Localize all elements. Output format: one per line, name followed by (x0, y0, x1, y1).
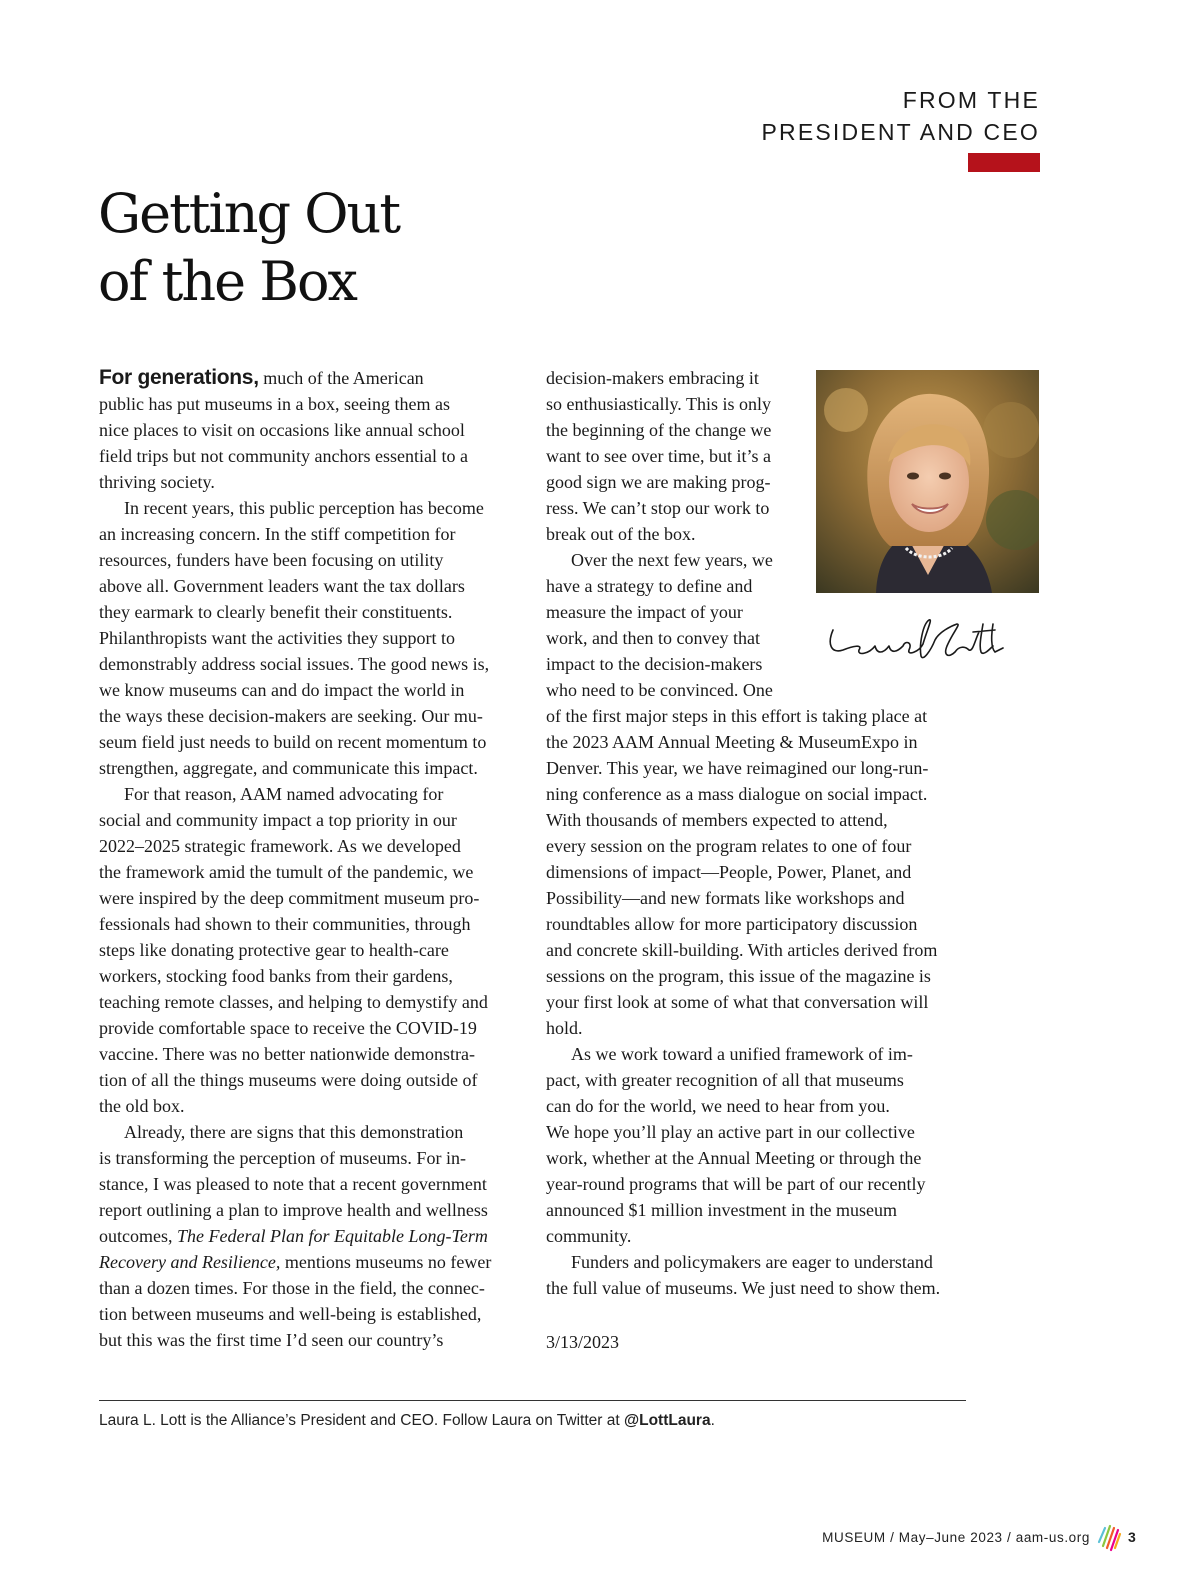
text-line: break out of the box. (546, 524, 696, 544)
text-line: strengthen, aggregate, and communicate this impact. (99, 758, 478, 778)
kicker-line-1: FROM THE (902, 87, 1040, 113)
text-line: but this was the first time I’d seen our country’s (99, 1330, 444, 1350)
text-line: the full value of museums. We just need to show them. (546, 1278, 941, 1298)
text-line: We hope you’ll play an active part in our collective (546, 1122, 915, 1142)
text-line: work, and then to convey that (546, 628, 760, 648)
text-line: good sign we are making prog- (546, 472, 771, 492)
text-line: have a strategy to define and (546, 576, 753, 596)
text-line: your first look at some of what that conversation will (546, 992, 929, 1012)
text-line: ress. We can’t stop our work to (546, 498, 770, 518)
text-line: With thousands of members expected to attend, (546, 810, 888, 830)
text-line: were inspired by the deep commitment museum pro- (99, 888, 480, 908)
text-line: the beginning of the change we (546, 420, 772, 440)
letter-date: 3/13/2023 (546, 1332, 620, 1352)
text-line: workers, stocking food banks from their gardens, (99, 966, 453, 986)
text-line: tion of all the things museums were doing outside of (99, 1070, 478, 1090)
text-line: we know museums can and do impact the world in (99, 680, 465, 700)
text-line: Philanthropists want the activities they support to (99, 628, 455, 648)
text-line: resources, funders have been focusing on utility (99, 550, 444, 570)
text-line: the framework amid the tumult of the pandemic, we (99, 862, 474, 882)
text-line: hold. (546, 1018, 583, 1038)
text-fragment: much of the American (258, 368, 424, 388)
text-line: Already, there are signs that this demonstration (124, 1122, 464, 1142)
text-line: field trips but not community anchors essential to a (99, 446, 468, 466)
text-line: roundtables allow for more participatory discussion (546, 914, 918, 934)
text-line: Possibility—and new formats like workshops and (546, 888, 905, 908)
text-line (99, 365, 491, 391)
text-line: announced $1 million investment in the museum (546, 1200, 897, 1220)
text-line: demonstrably address social issues. The good news is, (99, 654, 490, 674)
signature-drawing (823, 610, 1009, 666)
text-line: and concrete skill-building. With articles derived from (546, 940, 938, 960)
text-line: they earmark to clearly benefit their constituents. (99, 602, 453, 622)
text-line (99, 1223, 491, 1249)
text-line: Funders and policymakers are eager to understand (571, 1252, 933, 1272)
text-line: is transforming the perception of museums. For in- (99, 1148, 466, 1168)
signature (823, 610, 1009, 666)
kicker-line-2: PRESIDENT AND CEO (761, 119, 1040, 145)
text-line: above all. Government leaders want the tax dollars (99, 576, 465, 596)
text-line: decision-makers embracing it (546, 368, 759, 388)
text-line: 2022–2025 strategic framework. As we developed (99, 836, 461, 856)
text-fragment: outcomes, (99, 1226, 177, 1246)
bio-text: Laura L. Lott is the Alliance’s President and CEO. Follow Laura on Twitter at (99, 1412, 624, 1429)
text-line: Denver. This year, we have reimagined our long-run- (546, 758, 929, 778)
section-kicker (761, 84, 1040, 148)
portrait-illustration (816, 370, 1039, 593)
bio-end: . (710, 1412, 715, 1429)
text-line: an increasing concern. In the stiff competition for (99, 524, 456, 544)
text-line: community. (546, 1226, 632, 1246)
text-line: sessions on the program, this issue of the magazine is (546, 966, 931, 986)
text-line: measure the impact of your (546, 602, 743, 622)
author-portrait (816, 370, 1039, 593)
text-fragment: mentions museums no fewer (280, 1252, 492, 1272)
text-line: stance, I was pleased to note that a recent government (99, 1174, 487, 1194)
text-line: For that reason, AAM named advocating for (124, 784, 444, 804)
text-line: so enthusiastically. This is only (546, 394, 771, 414)
text-line: want to see over time, but it’s a (546, 446, 771, 466)
text-line: pact, with greater recognition of all that museums (546, 1070, 904, 1090)
report-title: Recovery and Resilience, (99, 1252, 281, 1272)
title-line-1: Getting Out (98, 182, 400, 245)
text-line: teaching remote classes, and helping to demystify and (99, 992, 488, 1012)
text-line: vaccine. There was no better nationwide demonstra- (99, 1044, 476, 1064)
text-line: thriving society. (99, 472, 215, 492)
lead-in: For generations, (99, 366, 259, 389)
text-line: work, whether at the Annual Meeting or through the (546, 1148, 922, 1168)
text-line: seum field just needs to build on recent momentum to (99, 732, 487, 752)
text-line: Over the next few years, we (571, 550, 773, 570)
text-line: nice places to visit on occasions like annual school (99, 420, 465, 440)
twitter-handle-link[interactable]: @LottLaura (624, 1412, 711, 1429)
report-title: The Federal Plan for Equitable Long-Term (177, 1226, 488, 1246)
text-line: tion between museums and well-being is established, (99, 1304, 482, 1324)
text-line: the old box. (99, 1096, 185, 1116)
text-line: dimensions of impact—People, Power, Planet, and (546, 862, 912, 882)
text-line: every session on the program relates to one of four (546, 836, 912, 856)
text-line: As we work toward a unified framework of im- (571, 1044, 913, 1064)
article-column-1 (99, 365, 491, 1353)
accent-bar (968, 153, 1040, 172)
aam-logo-icon (1096, 1520, 1122, 1552)
text-line: public has put museums in a box, seeing them as (99, 394, 450, 414)
text-line: fessionals had shown to their communities, through (99, 914, 471, 934)
text-line: social and community impact a top priority in our (99, 810, 457, 830)
divider (99, 1400, 966, 1401)
text-line: impact to the decision-makers (546, 654, 763, 674)
page-title (98, 180, 399, 316)
text-line: the ways these decision-makers are seeking. Our mu- (99, 706, 483, 726)
text-line: than a dozen times. For those in the field, the connec- (99, 1278, 485, 1298)
title-line-2: of the Box (98, 250, 356, 313)
author-bio (99, 1410, 715, 1432)
text-line (99, 1249, 491, 1275)
text-line: In recent years, this public perception has become (124, 498, 484, 518)
footer-credit: MUSEUM / May–June 2023 / aam-us.org (822, 1530, 1090, 1545)
text-line: steps like donating protective gear to health-care (99, 940, 449, 960)
text-line: report outlining a plan to improve health and wellness (99, 1200, 488, 1220)
text-line: of the first major steps in this effort is taking place at (546, 706, 928, 726)
text-line: the 2023 AAM Annual Meeting & MuseumExpo in (546, 732, 918, 752)
text-line: year-round programs that will be part of our recently (546, 1174, 926, 1194)
text-line: who need to be convinced. One (546, 680, 773, 700)
text-line: ning conference as a mass dialogue on social impact. (546, 784, 928, 804)
page-number: 3 (1128, 1529, 1136, 1545)
text-line: provide comfortable space to receive the COVID-19 (99, 1018, 477, 1038)
text-line: can do for the world, we need to hear from you. (546, 1096, 890, 1116)
